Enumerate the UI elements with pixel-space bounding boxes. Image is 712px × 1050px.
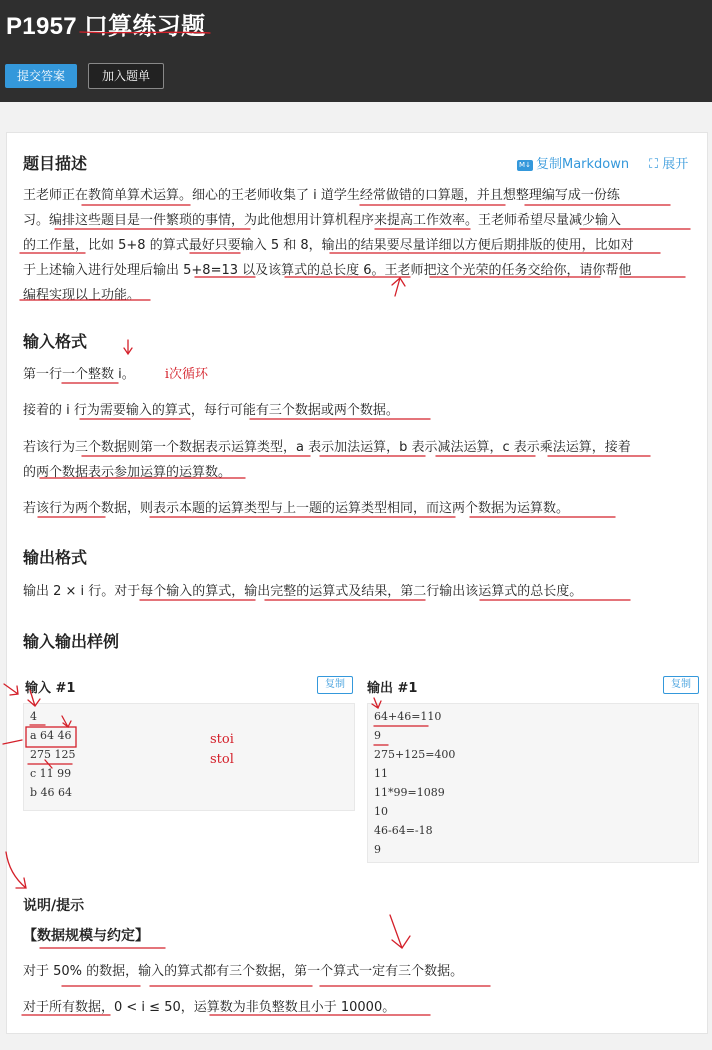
handwritten-note-stol: stol	[210, 752, 234, 767]
submit-answer-button[interactable]: 提交答案	[5, 64, 77, 88]
code-line: 46-64=-18	[374, 824, 433, 837]
input-format-line4: 若该行为两个数据，则表示本题的运算类型与上一题的运算类型相同，而这两个数据为运算数。	[23, 501, 570, 516]
copy-input-button[interactable]: 复制	[317, 676, 353, 694]
sample-output-label: 输出 #1	[367, 681, 418, 696]
code-line: c 11 99	[30, 767, 72, 780]
hint-line2: 对于所有数据，0 < i ≤ 50，运算数为非负整数且小于 10000。	[23, 1000, 396, 1015]
handwritten-note-loop: i次循环	[164, 367, 209, 382]
sample-output-box	[367, 703, 699, 863]
code-line: 275+125=400	[374, 748, 456, 761]
code-line: 275 125	[30, 748, 76, 761]
code-line: a 64 46	[30, 729, 72, 742]
hint-subheading: 【数据规模与约定】	[23, 928, 149, 944]
description-line: 编程实现以上功能。	[23, 288, 141, 303]
input-format-line3: 若该行为三个数据则第一个数据表示运算类型，a 表示加法运算，b 表示减法运算，c 表示乘法运算，接着 的两个数据表示参加运算的运算数。	[23, 440, 631, 480]
output-format-heading: 输出格式	[23, 548, 88, 567]
copy-output-button[interactable]: 复制	[663, 676, 699, 694]
copy-markdown-link[interactable]: M↓ 复制Markdown	[517, 153, 629, 172]
code-line: 10	[374, 805, 388, 818]
code-line: 9	[374, 729, 381, 742]
code-line: 11	[374, 767, 388, 780]
code-line: 11*99=1089	[374, 786, 445, 799]
samples-heading: 输入输出样例	[23, 632, 120, 651]
input-format-line2: 接着的 i 行为需要输入的算式，每行可能有三个数据或两个数据。	[23, 403, 399, 418]
input-format-heading: 输入格式	[23, 332, 88, 351]
sample-input-box	[23, 703, 355, 811]
code-line: b 46 64	[30, 786, 73, 799]
output-format-line1: 输出 2 × i 行。对于每个输入的算式，输出完整的运算式及结果，第二行输出该运算式的总长度。	[23, 584, 583, 599]
sample-input-label: 输入 #1	[25, 681, 76, 696]
description-line: 王老师正在教简单算术运算。细心的王老师收集了 i 道学生经常做错的口算题，并且想整理编写成一份练	[23, 188, 620, 203]
code-line: 9	[374, 843, 381, 856]
add-to-list-button[interactable]: 加入题单	[88, 63, 164, 89]
markdown-icon: M↓	[517, 160, 533, 171]
description-heading: 题目描述	[23, 154, 88, 173]
hint-heading: 说明/提示	[23, 898, 85, 914]
description-line: 于上述输入进行处理后输出 5+8=13 以及该算式的总长度 6。王老师把这个光荣的任务交给你，请你帮他	[23, 263, 632, 278]
description-line: 习。编排这些题目是一件繁琐的事情，为此他想用计算机程序来提高工作效率。王老师希望尽量减少输入	[23, 213, 622, 228]
problem-card	[6, 132, 708, 1034]
problem-header	[0, 0, 712, 102]
description-text	[23, 183, 699, 308]
page-title: P1957 口算练习题	[6, 13, 206, 40]
code-line: 4	[30, 710, 37, 723]
input-format-line1: 第一行一个整数 i。 i次循环	[23, 367, 209, 382]
code-line: 64+46=110	[374, 710, 442, 723]
expand-link[interactable]: ⛶ 展开	[649, 157, 689, 172]
description-line: 的工作量，比如 5+8 的算式最好只要输入 5 和 8，输出的结果要尽量详细以方便后期排版的使用，比如对	[23, 238, 634, 253]
expand-icon: ⛶	[649, 157, 659, 172]
hint-line1: 对于 50% 的数据，输入的算式都有三个数据，第一个算式一定有三个数据。	[23, 964, 464, 979]
handwritten-note-stoi: stoi	[210, 732, 234, 747]
